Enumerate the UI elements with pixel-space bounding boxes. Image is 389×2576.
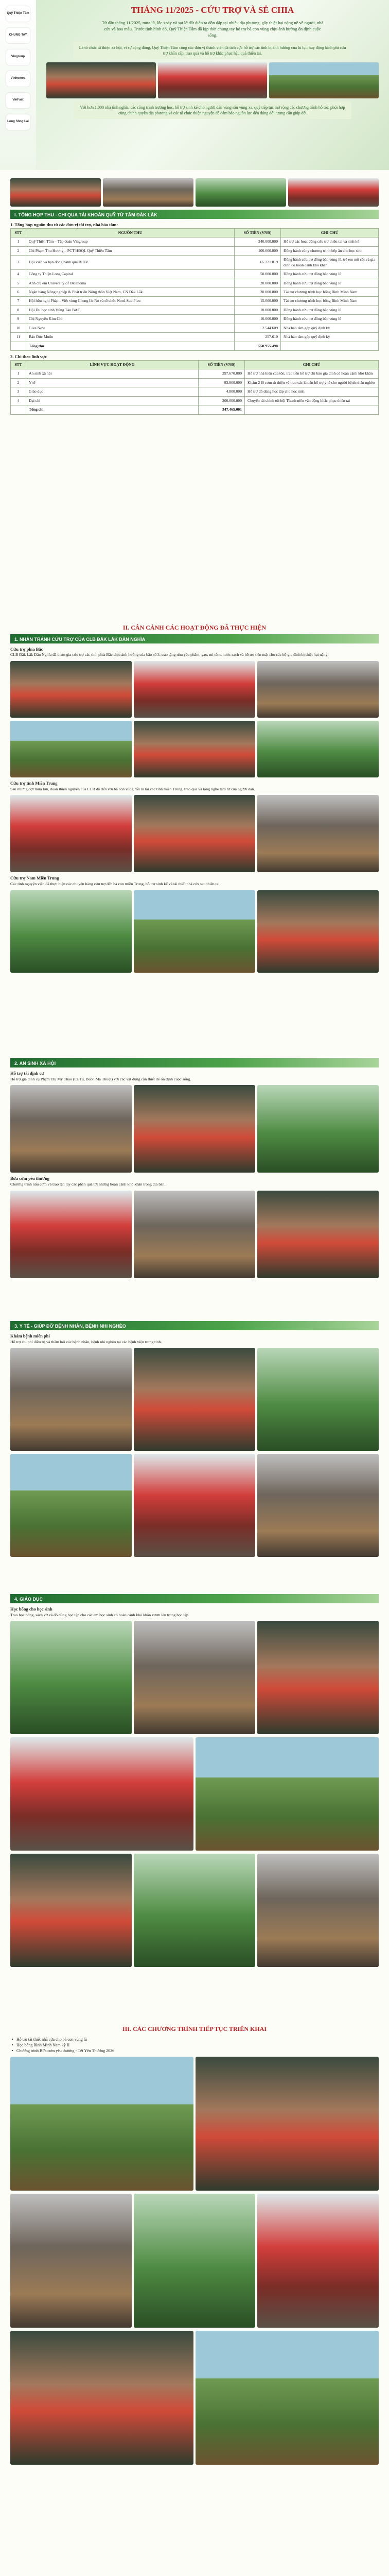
photo <box>134 795 255 872</box>
logo-5: VinFast <box>6 93 30 108</box>
table-cell: 4.800.000 <box>199 387 245 396</box>
photo <box>10 721 132 777</box>
table-cell: Đồng hành cứu trợ đồng bào vùng lũ, trẻ em mồ côi và gia đình có hoàn cảnh khó khăn <box>281 256 379 270</box>
bar-title-4: 4. GIÁO DỤC <box>10 1594 379 1603</box>
table-cell: An sinh xã hội <box>26 369 199 378</box>
photo <box>288 178 379 207</box>
section1-sub2: 2. Chi theo lĩnh vực <box>10 354 47 360</box>
header <box>36 0 389 170</box>
photos <box>10 1191 379 1278</box>
photos <box>10 2331 379 2465</box>
table-cell: 3 <box>11 256 26 270</box>
photo <box>10 2194 132 2328</box>
item-head: Cứu trợ tỉnh Miền Trung <box>10 781 58 786</box>
photo <box>134 721 255 777</box>
table-row <box>11 369 379 378</box>
photo <box>257 1085 379 1173</box>
photos <box>10 661 379 718</box>
item-text: Sau những đợt mưa lớn, đoàn thiện nguyện của CLB đã đến với bà con vùng rốn lũ tại các tỉnh miền Trung, trao quà và lắng nghe tâm tư của người dân. <box>10 786 255 791</box>
table-cell: 7 <box>11 297 26 306</box>
table-cell: 4 <box>11 270 26 279</box>
col-header: LĨNH VỰC HOẠT ĐỘNG <box>26 361 199 369</box>
photos <box>10 1854 379 1967</box>
photo <box>257 721 379 777</box>
col-header: STT <box>11 361 26 369</box>
bar-title-3: 3. Y TẾ - GIÚP ĐỠ BỆNH NHÂN, BỆNH NHI NGHÈO <box>10 1321 379 1330</box>
table-cell: Chị Nguyễn Kim Chi <box>26 315 235 324</box>
photo <box>269 62 379 98</box>
table-cell: 297.670.000 <box>199 369 245 378</box>
table-row <box>11 378 379 387</box>
table-cell: 1 <box>11 369 26 378</box>
table-cell: 10.000.000 <box>235 315 281 324</box>
table-cell: 65.221.819 <box>235 256 281 270</box>
photo <box>134 1454 255 1557</box>
intro-photos <box>36 62 389 98</box>
table-cell: Giáo dục <box>26 387 199 396</box>
intro-paragraph-2: Với hơn 1.000 nhà tình nghĩa, các công trình trường học, hỗ trợ sinh kế cho người dân vùng sâu vùng xa, quỹ tiếp tục mở rộng các chương trình hỗ trợ, phối hợp cùng chính quyền địa phương và các tổ chức thiện nguyện để đảm bảo nguồn lực đến đúng đối tượng cần giúp đỡ. <box>74 101 351 119</box>
photo <box>134 2194 255 2328</box>
table-row <box>11 306 379 314</box>
table-cell: Đồng hành cứu trợ đồng bào vùng lũ <box>281 279 379 287</box>
table-cell: Tài trợ chương trình học bổng Bình Minh Nam <box>281 297 379 306</box>
photo <box>257 1454 379 1557</box>
item-head: Cứu trợ phía Bắc <box>10 646 43 652</box>
section1-photos <box>10 178 379 207</box>
item-head: Khám bệnh miễn phí <box>10 1333 50 1338</box>
photo <box>46 62 156 98</box>
table-cell: 5 <box>11 279 26 287</box>
photo <box>134 1191 255 1278</box>
section-2 <box>10 623 379 976</box>
photo <box>134 1348 255 1451</box>
section-2-health <box>10 1319 379 1560</box>
table-row <box>11 279 379 287</box>
photos <box>10 2057 379 2191</box>
table-cell: Hội viên và bạn đồng hành qua BIDV <box>26 256 235 270</box>
table-cell: 20.000.000 <box>235 279 281 287</box>
item-text: Trao học bổng, sách vở và đồ dùng học tập cho các em học sinh có hoàn cảnh khó khăn vươn lên trong học tập. <box>10 1612 189 1617</box>
photo <box>257 795 379 872</box>
table-cell: 9 <box>11 315 26 324</box>
table-cell: 10.000.000 <box>235 306 281 314</box>
table-cell: 200.000.000 <box>199 396 245 405</box>
table-cell: Đồng hành cứu trợ đồng bào vùng lũ <box>281 306 379 314</box>
logo-2: CHUNG TAY <box>6 28 30 43</box>
table-cell: Đồng hành cứu trợ đồng bào vùng lũ <box>281 315 379 324</box>
table-cell: 93.800.000 <box>199 378 245 387</box>
photos <box>10 1348 379 1451</box>
section-2-education <box>10 1592 379 1970</box>
logo-4: Vinhomes <box>6 71 30 87</box>
table-row <box>11 396 379 405</box>
table-cell: Nhà hảo tâm góp quỹ định kỳ <box>281 324 379 332</box>
table-cell: 1 <box>11 238 26 246</box>
logo-3: Vingroup <box>6 49 30 65</box>
photo <box>10 1621 132 1734</box>
photo <box>10 1737 193 1851</box>
table-cell: Đồng hành cùng chương trình bếp ăn cho học sinh <box>281 246 379 255</box>
col-header: GHI CHÚ <box>281 228 379 237</box>
col-header: SỐ TIỀN (VNĐ) <box>235 228 281 237</box>
section1-sub1: 1. Tổng hợp nguồn thu từ các đơn vị tài trợ, nhà hảo tâm: <box>10 222 118 227</box>
table-cell: 6 <box>11 288 26 297</box>
table-cell: 50.000.000 <box>235 270 281 279</box>
photo <box>257 1854 379 1967</box>
table-cell: Tài trợ chương trình học bổng Bình Minh Nam <box>281 288 379 297</box>
photos <box>10 2194 379 2328</box>
photo <box>10 178 101 207</box>
item-text: Hỗ trợ gia đình cụ Phạm Thị Mỹ Thảo (Ea Tu, Buôn Ma Thuột) với các vật dụng cần thiết để ổn định cuộc sống. <box>10 1076 191 1081</box>
table-cell: Khám 2 lô cơm từ thiện và trao các khoản hỗ trợ y tế cho người bệnh nhân nghèo <box>245 378 379 387</box>
photo <box>10 890 132 973</box>
table-row <box>11 256 379 270</box>
photo <box>10 1454 132 1557</box>
list-item: • Hỗ trợ tái thiết nhà cửa cho bà con vùng lũ <box>16 2037 379 2042</box>
item-text: Các tình nguyện viên đã thực hiện các chuyến hàng cứu trợ đến bà con miền Trung, hỗ trợ sinh kế và tái thiết nhà cửa sau thiên tai. <box>10 882 221 887</box>
table-cell: Chi Phạm Thu Hương – PCT HĐQL Quỹ Thiện Tâm <box>26 246 235 255</box>
table-cell: 240.000.000 <box>235 238 281 246</box>
table-cell: 4 <box>11 396 26 405</box>
item-text: CLB Đắk Lắk Dân Nghĩa đã tham gia cứu trợ các tỉnh phía Bắc chịu ảnh hưởng của bão số 3, trao tặng nhu yếu phẩm, gạo, mì tôm, nước sạch và hỗ trợ tiền mặt cho các hộ gia đình bị thiệt hại nặng. <box>10 652 329 657</box>
photos <box>10 721 379 777</box>
photo <box>134 661 255 718</box>
item-head: Học bổng cho học sinh <box>10 1606 52 1612</box>
main-content <box>0 170 389 2576</box>
table-cell: 2 <box>11 378 26 387</box>
photo <box>10 2057 193 2191</box>
photo <box>134 1085 255 1173</box>
intro-paragraph-1: Là tổ chức từ thiện xã hội, vì sự cộng đồng, Quỹ Thiện Tâm cùng các đơn vị thành viên đã tích cực hỗ trợ các tỉnh bị ảnh hưởng của lũ lụt; huy động kinh phí cứu trợ khẩn cấp, trao quà và hỗ trợ khắc phục hậu quả thiên tai. <box>74 42 351 59</box>
table-cell: Đại chi <box>26 396 199 405</box>
table-cell: Give Now <box>26 324 235 332</box>
table-cell: Hỗ trợ nhà hiện của tôn, trao tiền hỗ trợ chi bào gia đình có hoàn cảnh khó khăn <box>245 369 379 378</box>
item-text: Hỗ trợ chi phí điều trị và thăm hỏi các bệnh nhân, bệnh nhi nghèo tại các bệnh viện trong tỉnh. <box>10 1339 162 1344</box>
table-row <box>11 315 379 324</box>
photo <box>134 890 255 973</box>
photo <box>10 1191 132 1278</box>
section-2-social <box>10 1056 379 1281</box>
table-cell: 100.000.000 <box>235 246 281 255</box>
expense-body <box>11 369 379 405</box>
table-row <box>11 246 379 255</box>
item-text: Chương trình nấu cơm và trao tận tay các phần quà tới những hoàn cảnh khó khăn trong địa bàn. <box>10 1182 166 1187</box>
table-cell: Anh chị em University of Oklahoma <box>26 279 235 287</box>
table-cell: Đồng hành cứu trợ đồng bào vùng lũ <box>281 270 379 279</box>
item-head: Bữa cơm yêu thương <box>10 1176 50 1181</box>
expense-table <box>10 360 379 415</box>
page-title: THÁNG 11/2025 - CỨU TRỢ VÀ SẺ CHIA <box>131 5 294 15</box>
table-row <box>11 324 379 332</box>
logo-sidebar <box>0 0 36 170</box>
table-row <box>11 387 379 396</box>
section1-title: I. TỔNG HỢP THU - CHI QUA TÀI KHOẢN QUỸ TỪ TÂM ĐẮK LẮK <box>10 210 379 219</box>
photo <box>257 1191 379 1278</box>
photo <box>10 1085 132 1173</box>
photos <box>10 1737 379 1851</box>
table-cell: Hỗ trợ đồ dùng học tập cho học sinh <box>245 387 379 396</box>
table-cell: 11 <box>11 333 26 342</box>
table-cell: 2.544.609 <box>235 324 281 332</box>
table-row <box>11 297 379 306</box>
logo-1: Quỹ Thiện Tâm <box>6 6 30 22</box>
col-header: NGUỒN THU <box>26 228 235 237</box>
photo <box>134 1854 255 1967</box>
col-header: SỐ TIỀN (VNĐ) <box>199 361 245 369</box>
photo <box>10 795 132 872</box>
photo <box>10 2331 193 2465</box>
table-cell: Y tế <box>26 378 199 387</box>
table-cell: Ngân hàng Nông nghiệp & Phát triển Nông thôn Việt Nam, CN Đắk Lắk <box>26 288 235 297</box>
section-1 <box>10 175 379 415</box>
photos <box>10 795 379 872</box>
photo <box>10 1854 132 1967</box>
table-cell: 3 <box>11 387 26 396</box>
item-head: Cứu trợ Nam Miền Trung <box>10 875 59 881</box>
photo <box>103 178 193 207</box>
table-row <box>11 238 379 246</box>
table-cell: Quỹ Thiện Tâm – Tập đoàn Vingroup <box>26 238 235 246</box>
photo <box>10 661 132 718</box>
table-cell: Công ty Thiện Long Capital <box>26 270 235 279</box>
table-row <box>11 270 379 279</box>
photos <box>10 1621 379 1734</box>
table-row <box>11 333 379 342</box>
photo <box>196 178 286 207</box>
item-head: Hỗ trợ tái định cư <box>10 1071 44 1076</box>
col-header: STT <box>11 228 26 237</box>
photo <box>257 890 379 973</box>
section2-title: II. CÂN CẢNH CÁC HOẠT ĐỘNG ĐÃ THỰC HIỆN <box>122 624 267 631</box>
photo <box>196 2057 379 2191</box>
table-cell: 15.000.000 <box>235 297 281 306</box>
table-cell: 10 <box>11 324 26 332</box>
photo <box>257 1348 379 1451</box>
total2-value: 347.465.001 <box>199 405 245 414</box>
table-cell: Hội Du học sinh Vũng Tàu BAF <box>26 306 235 314</box>
photo <box>257 1621 379 1734</box>
photos <box>10 890 379 973</box>
list-item: • Học bổng Bình Minh Nam kỳ II <box>16 2042 379 2048</box>
table-cell: Chuyển tài chính tới hội Thanh niên vận động khắc phục thiên tai <box>245 396 379 405</box>
total-value: 550.955.498 <box>235 342 281 350</box>
table-cell: Hỗ trợ các hoạt động cứu trợ thiên tai và sinh kế <box>281 238 379 246</box>
section3-title: III. CÁC CHƯƠNG TRÌNH TIẾP TỤC TRIỂN KHAI <box>122 2025 267 2032</box>
bar-title-2: 2. AN SINH XÃ HỘI <box>10 1058 379 1067</box>
photos <box>10 1085 379 1173</box>
table-cell: Hội hữu nghị Pháp - Việt vùng Chung Ile Ro và tổ chức Nord-Sud Pieu <box>26 297 235 306</box>
total2-label: Tổng chi <box>26 405 199 414</box>
table-cell: 20.000.000 <box>235 288 281 297</box>
col-header: GHI CHÚ <box>245 361 379 369</box>
program-list <box>10 2037 379 2054</box>
table-cell: 8 <box>11 306 26 314</box>
photo <box>196 2331 379 2465</box>
section-3 <box>10 2025 379 2468</box>
photo <box>134 1621 255 1734</box>
photos <box>10 1454 379 1557</box>
photo <box>158 62 268 98</box>
table-cell: Bảo Đức Muốn <box>26 333 235 342</box>
photo <box>10 1348 132 1451</box>
photo <box>257 661 379 718</box>
list-item: • Chương trình Bữa cơm yêu thương - Tết Yêu Thương 2026 <box>16 2048 379 2054</box>
income-table <box>10 228 379 351</box>
photo <box>257 2194 379 2328</box>
table-cell: Nhà hảo tâm góp quỹ định kỳ <box>281 333 379 342</box>
table-row <box>11 288 379 297</box>
total-label: Tổng thu <box>26 342 235 350</box>
logo-6: Lòng Sông Lai <box>6 114 30 130</box>
intro-text: Từ đầu tháng 11/2025, mưa lũ, lốc xoáy và sạt lở đất diễn ra dồn dập tại nhiều địa phương, gây thiệt hại nặng nề về người, nhà cửa và hoa màu. Trước tình hình đó, Quỹ Thiện Tâm đã kịp thời chung tay hỗ trợ bà con vùng chịu ảnh hưởng ổn định cuộc sống. <box>101 20 324 38</box>
income-body <box>11 238 379 342</box>
photo <box>196 1737 379 1851</box>
bar-title-1: 1. NHÂN TRÁNH CỨU TRỢ CỦA CLB ĐẮK LẮK DÂN NGHĨA <box>10 634 379 643</box>
table-cell: 257.610 <box>235 333 281 342</box>
table-cell: 2 <box>11 246 26 255</box>
